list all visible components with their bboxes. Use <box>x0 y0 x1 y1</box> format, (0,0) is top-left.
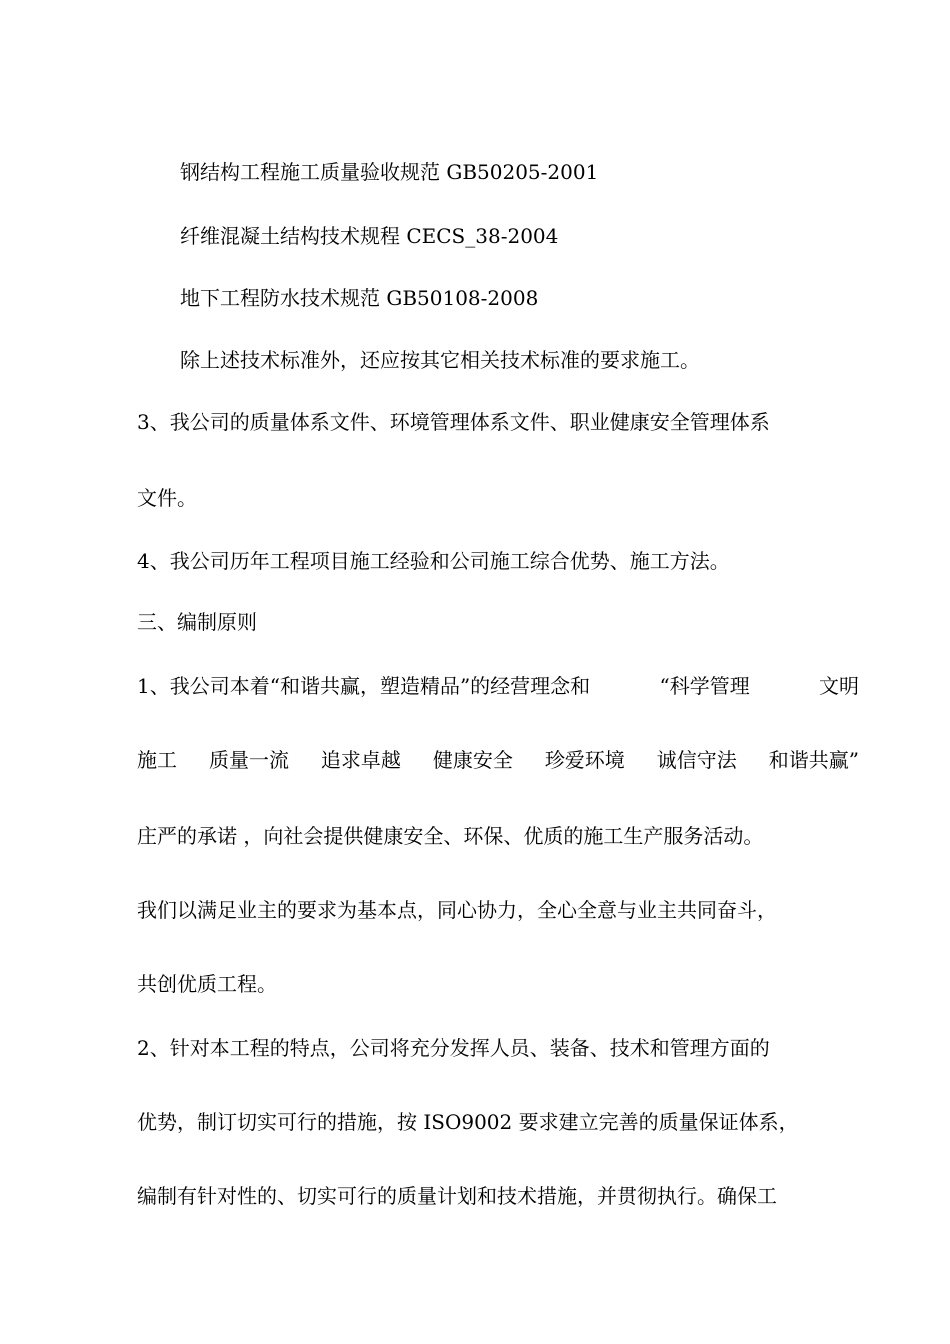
standard-fiber-concrete: 纤维混凝土结构技术规程 CECS_38-2004 <box>180 224 559 248</box>
motto-part: 珍爱环境 <box>544 748 625 772</box>
motto-part: 诚信守法 <box>656 748 737 772</box>
motto-part: 追求卓越 <box>320 748 401 772</box>
principle-1-line-3: 庄严的承诺 ，向社会提供健康安全、环保、优质的施工生产服务活动。 <box>137 824 764 848</box>
item-4: 4、我公司历年工程项目施工经验和公司施工综合优势、施工方法。 <box>137 549 730 573</box>
principle-2-line-1 <box>137 1034 859 1062</box>
motto-part: 健康安全 <box>432 748 513 772</box>
principle-1-line-2 <box>137 746 859 774</box>
motto-part: 和谐共赢” <box>768 748 859 772</box>
principle-1-line-1 <box>137 672 859 700</box>
item-3-line-2: 文件。 <box>137 486 197 510</box>
standard-other-note: 除上述技术标准外，还应按其它相关技术标准的要求施工。 <box>180 348 700 372</box>
standard-underground-waterproof: 地下工程防水技术规范 GB50108-2008 <box>180 286 539 310</box>
motto-part: 质量一流 <box>208 748 289 772</box>
standard-steel-structure: 钢结构工程施工质量验收规范 GB50205-2001 <box>180 160 599 184</box>
principle-1-line-1-c: 文明 <box>818 674 859 698</box>
item-3-line-1 <box>137 408 859 436</box>
principle-2-text-1: 2、针对本工程的特点，公司将充分发挥人员、装备、技术和管理方面的 <box>137 1036 770 1060</box>
motto-part: 施工 <box>137 748 177 772</box>
item-3-text: 3、我公司的质量体系文件、环境管理体系文件、职业健康安全管理体系 <box>137 410 770 434</box>
section-heading: 三、编制原则 <box>137 610 257 634</box>
principle-1-line-4: 我们以满足业主的要求为基本点，同心协力，全心全意与业主共同奋斗， <box>137 898 777 922</box>
principle-2-line-3: 编制有针对性的、切实可行的质量计划和技术措施，并贯彻执行。确保工 <box>137 1184 777 1208</box>
principle-1-line-5: 共创优质工程。 <box>137 972 277 996</box>
principle-2-line-2: 优势，制订切实可行的措施，按 ISO9002 要求建立完善的质量保证体系， <box>137 1110 799 1134</box>
principle-1-line-1-b: “科学管理 <box>659 674 750 698</box>
principle-1-line-1-a: 1、我公司本着“和谐共赢，塑造精品”的经营理念和 <box>137 674 591 698</box>
